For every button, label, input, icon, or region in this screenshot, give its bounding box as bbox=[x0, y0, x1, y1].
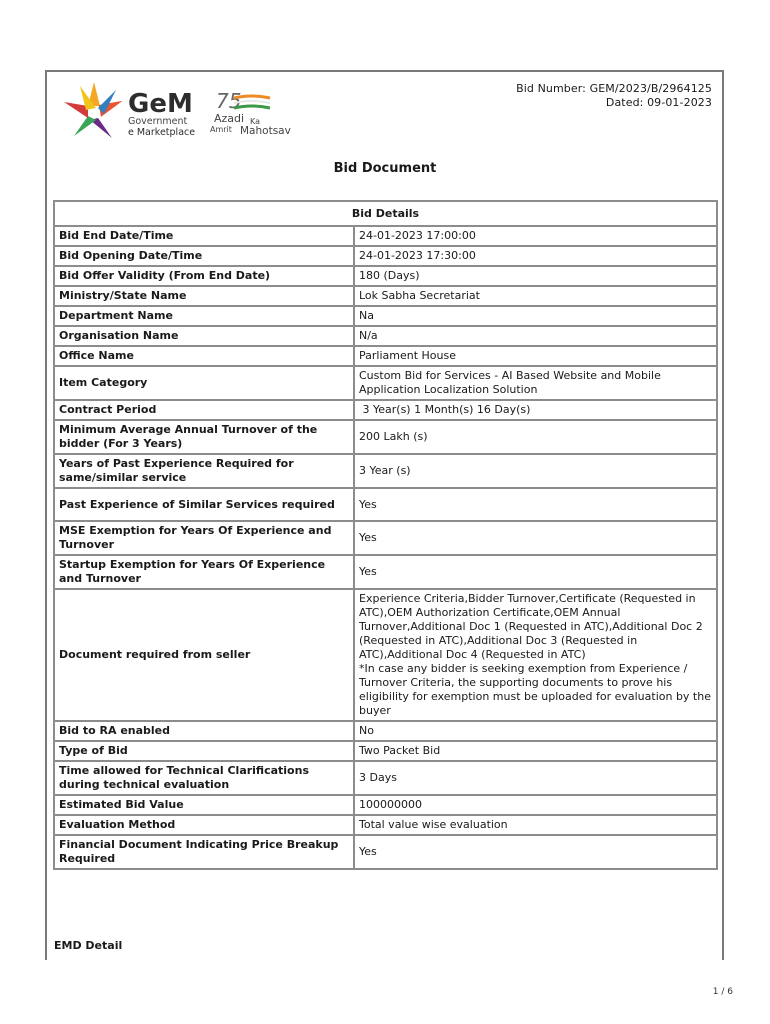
row-value: Experience Criteria,Bidder Turnover,Certificate (Requested in ATC),OEM Authorization Certificate,OEM Annual Turnover,Additional Doc 1 (Requested in ATC),Additional Doc 2 (Requested in ATC),Additional Doc 3 (Requested in ATC),Additional Doc 4 (Requested in ATC) *In case any bidder is seeking exemption from Experience / Turnover Criteria, the supporting documents to prove his eligibility for exemption must be uploaded for evaluation by the buyer bbox=[354, 589, 717, 721]
page-number: 1 / 6 bbox=[712, 987, 733, 997]
bid-meta bbox=[516, 82, 712, 110]
row-value: 180 (Days) bbox=[354, 266, 717, 286]
table-row bbox=[54, 815, 717, 835]
table-row bbox=[54, 488, 717, 521]
table-row bbox=[54, 741, 717, 761]
row-value: 100000000 bbox=[354, 795, 717, 815]
row-label: MSE Exemption for Years Of Experience and Turnover bbox=[54, 521, 354, 555]
row-label: Item Category bbox=[54, 366, 354, 400]
row-label: Bid End Date/Time bbox=[54, 226, 354, 246]
gem-star-icon bbox=[64, 82, 125, 138]
row-value: Yes bbox=[354, 488, 717, 521]
bid-details-table bbox=[53, 200, 718, 870]
svg-text:GeM: GeM bbox=[128, 89, 193, 119]
table-row bbox=[54, 366, 717, 400]
table-row bbox=[54, 306, 717, 326]
row-label: Evaluation Method bbox=[54, 815, 354, 835]
table-row bbox=[54, 555, 717, 589]
gem-logo bbox=[62, 80, 362, 146]
page-title: Bid Document bbox=[333, 161, 437, 176]
row-label: Startup Exemption for Years Of Experience and Turnover bbox=[54, 555, 354, 589]
table-row bbox=[54, 266, 717, 286]
row-value: No bbox=[354, 721, 717, 741]
table-row bbox=[54, 226, 717, 246]
table-row bbox=[54, 721, 717, 741]
bid-number: Bid Number: GEM/2023/B/2964125 bbox=[516, 82, 712, 95]
row-label: Bid Offer Validity (From End Date) bbox=[54, 266, 354, 286]
row-label: Estimated Bid Value bbox=[54, 795, 354, 815]
table-row bbox=[54, 246, 717, 266]
row-value: 3 Year(s) 1 Month(s) 16 Day(s) bbox=[354, 400, 717, 420]
row-value: Yes bbox=[354, 555, 717, 589]
svg-text:75: 75 bbox=[216, 89, 242, 113]
row-value: Lok Sabha Secretariat bbox=[354, 286, 717, 306]
bid-date: Dated: 09-01-2023 bbox=[605, 96, 712, 109]
table-row bbox=[54, 400, 717, 420]
row-label: Contract Period bbox=[54, 400, 354, 420]
row-label: Department Name bbox=[54, 306, 354, 326]
table-row bbox=[54, 835, 717, 869]
row-label: Ministry/State Name bbox=[54, 286, 354, 306]
svg-text:Amrit: Amrit bbox=[210, 125, 232, 134]
svg-text:Mahotsav: Mahotsav bbox=[240, 125, 291, 137]
row-label: Past Experience of Similar Services required bbox=[54, 488, 354, 521]
row-label: Minimum Average Annual Turnover of the bidder (For 3 Years) bbox=[54, 420, 354, 454]
row-value: Total value wise evaluation bbox=[354, 815, 717, 835]
row-label: Type of Bid bbox=[54, 741, 354, 761]
svg-text:e Marketplace: e Marketplace bbox=[128, 127, 196, 138]
svg-text:Government: Government bbox=[128, 116, 188, 127]
table-row bbox=[54, 346, 717, 366]
row-value: N/a bbox=[354, 326, 717, 346]
table-row bbox=[54, 286, 717, 306]
table-row bbox=[54, 326, 717, 346]
row-label: Bid to RA enabled bbox=[54, 721, 354, 741]
azadi-ka-amrit-mahotsav-logo bbox=[210, 89, 291, 137]
table-row bbox=[54, 454, 717, 488]
row-label: Document required from seller bbox=[54, 589, 354, 721]
table-row bbox=[54, 521, 717, 555]
row-label: Organisation Name bbox=[54, 326, 354, 346]
row-label: Office Name bbox=[54, 346, 354, 366]
row-label: Financial Document Indicating Price Breakup Required bbox=[54, 835, 354, 869]
row-value: Parliament House bbox=[354, 346, 717, 366]
svg-text:Ka: Ka bbox=[250, 117, 261, 126]
row-value: 3 Days bbox=[354, 761, 717, 795]
logo-area bbox=[62, 80, 362, 146]
svg-text:Azadi: Azadi bbox=[214, 112, 245, 125]
row-label: Years of Past Experience Required for same/similar service bbox=[54, 454, 354, 488]
row-value: Yes bbox=[354, 521, 717, 555]
table-row bbox=[54, 420, 717, 454]
row-value: Yes bbox=[354, 835, 717, 869]
table-title: Bid Details bbox=[54, 201, 717, 226]
row-value: Two Packet Bid bbox=[354, 741, 717, 761]
row-value: Custom Bid for Services - AI Based Website and Mobile Application Localization Solution bbox=[354, 366, 717, 400]
row-label: Bid Opening Date/Time bbox=[54, 246, 354, 266]
emd-detail-heading: EMD Detail bbox=[54, 939, 123, 952]
row-value: 24-01-2023 17:30:00 bbox=[354, 246, 717, 266]
row-label: Time allowed for Technical Clarifications during technical evaluation bbox=[54, 761, 354, 795]
table-row bbox=[54, 761, 717, 795]
row-value: 24-01-2023 17:00:00 bbox=[354, 226, 717, 246]
table-row bbox=[54, 589, 717, 721]
table-row bbox=[54, 795, 717, 815]
row-value: 200 Lakh (s) bbox=[354, 420, 717, 454]
row-value: Na bbox=[354, 306, 717, 326]
row-value: 3 Year (s) bbox=[354, 454, 717, 488]
